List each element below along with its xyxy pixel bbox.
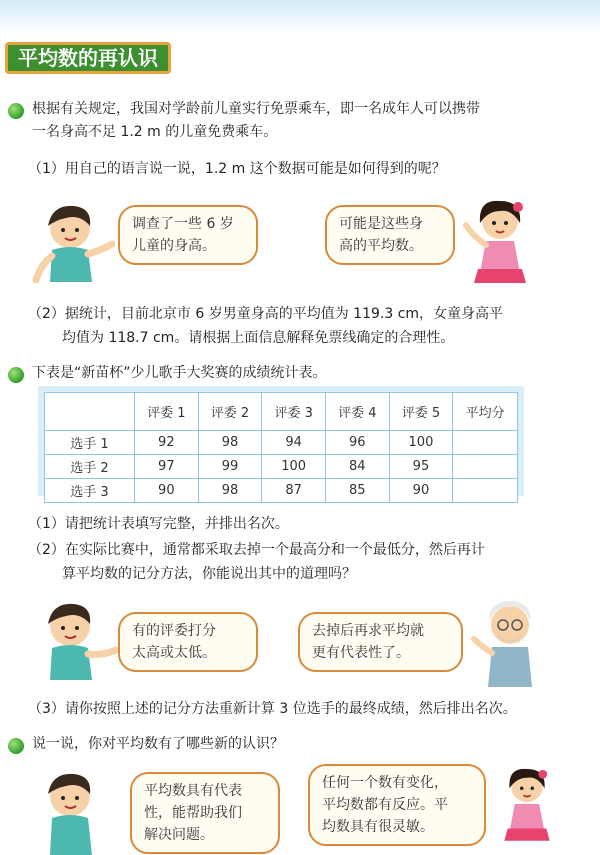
table-cell: 94 — [262, 431, 326, 455]
table-row — [45, 455, 518, 479]
speech-bubble-grandpa: 去掉后再求平均就 更有代表性了。 — [298, 612, 463, 672]
table-cell: 87 — [262, 479, 326, 503]
table-cell: 98 — [198, 479, 262, 503]
table-cell: 选手 1 — [45, 431, 135, 455]
table-cell: 90 — [389, 479, 453, 503]
score-table — [44, 392, 518, 503]
section2-intro: 下表是“新苗杯”少儿歌手大奖赛的成绩统计表。 — [32, 365, 327, 381]
girl-illustration — [460, 195, 540, 295]
table-cell: 选手 3 — [45, 479, 135, 503]
table-header-cell: 评委 3 — [262, 393, 326, 431]
green-bullet-icon — [8, 103, 24, 119]
table-cell: 100 — [389, 431, 453, 455]
table-cell: 90 — [135, 479, 199, 503]
table-header-cell: 评委 2 — [198, 393, 262, 431]
boy-illustration — [30, 768, 120, 855]
table-cell: 选手 2 — [45, 455, 135, 479]
section3-intro: 说一说，你对平均数有了哪些新的认识？ — [32, 736, 284, 752]
table-cell-average — [453, 479, 518, 503]
table-cell: 96 — [325, 431, 389, 455]
speech-bubble-girl-2: 任何一个数有变化， 平均数都有反应。平 均数具有很灵敏。 — [308, 764, 486, 846]
lesson-title: 平均数的再认识 — [5, 42, 171, 74]
table-row — [45, 431, 518, 455]
table-header-row — [45, 393, 518, 431]
table-header-cell: 评委 1 — [135, 393, 199, 431]
section1-question2-line1: （2）据统计，目前北京市 6 岁男童身高的平均值为 119.3 cm，女童身高平 — [28, 306, 504, 322]
table-cell: 100 — [262, 455, 326, 479]
table-cell: 99 — [198, 455, 262, 479]
table-cell: 95 — [389, 455, 453, 479]
table-cell-average — [453, 431, 518, 455]
section2-question2-line1: （2）在实际比赛中，通常都采取去掉一个最高分和一个最低分，然后再计 — [28, 542, 485, 558]
table-cell-average — [453, 455, 518, 479]
section1-intro-line2: 一名身高不足 1.2 m 的儿童免费乘车。 — [32, 124, 278, 140]
section2-question2-line2: 算平均数的记分方法，你能说出其中的道理吗？ — [62, 566, 356, 582]
girl-illustration — [492, 760, 562, 855]
speech-bubble-boy-1: 调查了一些 6 岁 儿童的身高。 — [118, 205, 258, 265]
section1-question2-line2: 均值为 118.7 cm。请根据上面信息解释免票线确定的合理性。 — [62, 330, 455, 346]
speech-bubble-girl-1: 可能是这些身 高的平均数。 — [325, 205, 455, 265]
section2-question3: （3）请你按照上述的记分方法重新计算 3 位选手的最终成绩，然后排出名次。 — [28, 701, 517, 717]
grandpa-illustration — [470, 595, 550, 695]
table-header-cell — [45, 393, 135, 431]
table-header-cell: 评委 5 — [389, 393, 453, 431]
table-row — [45, 479, 518, 503]
table-cell: 85 — [325, 479, 389, 503]
top-gradient-band — [0, 0, 600, 34]
green-bullet-icon — [8, 367, 24, 383]
section1-question1: （1）用自己的语言说一说，1.2 m 这个数据可能是如何得到的呢？ — [28, 161, 446, 177]
table-cell: 98 — [198, 431, 262, 455]
table-cell: 97 — [135, 455, 199, 479]
table-header-cell: 评委 4 — [325, 393, 389, 431]
section1-intro-line1: 根据有关规定，我国对学龄前儿童实行免票乘车，即一名成年人可以携带 — [32, 101, 480, 117]
boy-illustration — [30, 598, 120, 693]
section2-question1: （1）请把统计表填写完整，并排出名次。 — [28, 516, 289, 532]
green-bullet-icon — [8, 738, 24, 754]
boy-illustration — [30, 200, 120, 295]
table-cell: 92 — [135, 431, 199, 455]
table-header-cell: 平均分 — [453, 393, 518, 431]
speech-bubble-boy-2: 有的评委打分 太高或太低。 — [118, 612, 258, 672]
speech-bubble-boy-3: 平均数具有代表 性，能帮助我们 解决问题。 — [130, 772, 280, 854]
table-cell: 84 — [325, 455, 389, 479]
